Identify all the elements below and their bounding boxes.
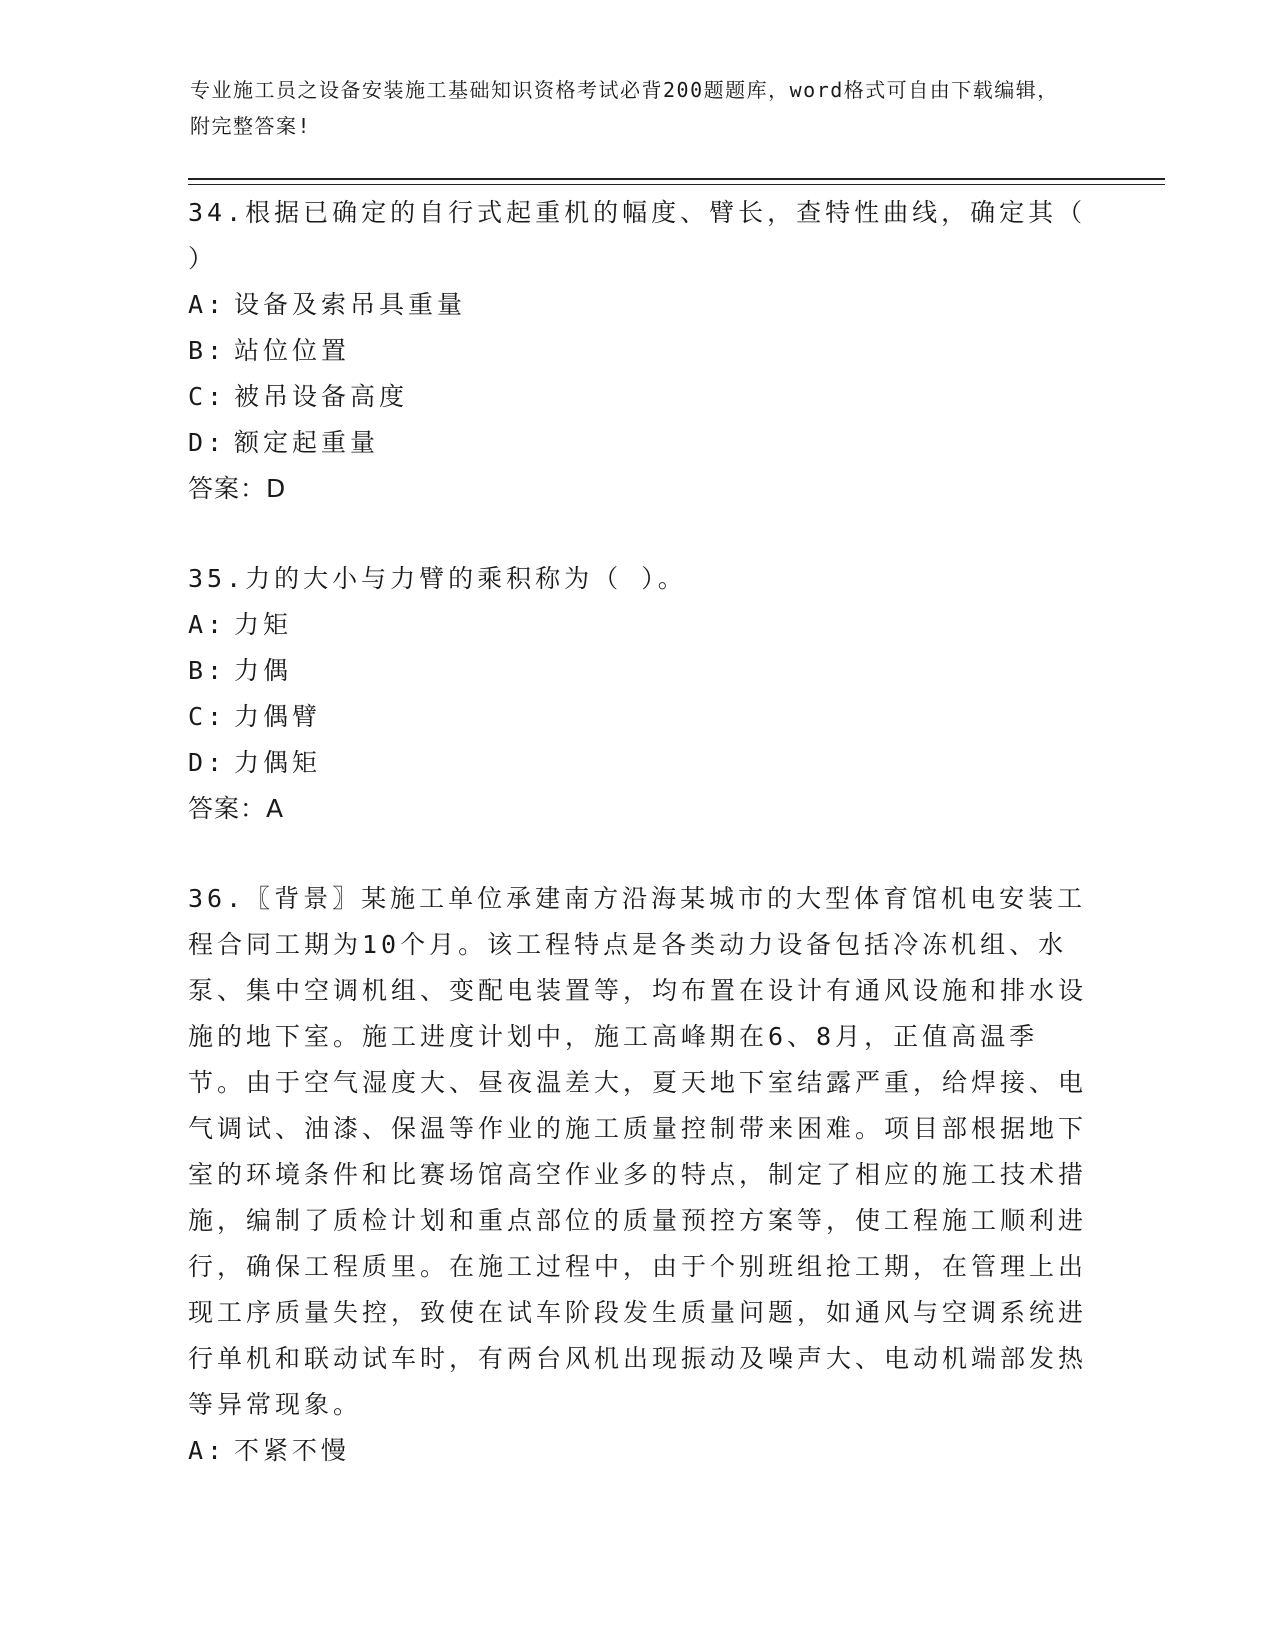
option-text: 被吊设备高度 xyxy=(234,382,409,411)
question-35 xyxy=(188,556,1088,832)
option-text: 额定起重量 xyxy=(234,428,380,457)
option-a xyxy=(188,282,1088,328)
option-text: 力矩 xyxy=(234,610,293,639)
option-letter: C: xyxy=(188,702,227,731)
header-divider-thick xyxy=(188,178,1165,180)
question-list xyxy=(188,190,1088,1474)
option-letter: C: xyxy=(188,382,227,411)
option-letter: B: xyxy=(188,336,227,365)
question-text: 36.〖背景〗某施工单位承建南方沿海某城市的大型体育馆机电安装工程合同工期为10个月。该工程特点是各类动力设备包括冷冻机组、水泵、集中空调机组、变配电装置等，均布置在设计有通风设施和排水设施的地下室。施工进度计划中，施工高峰期在6、8月，正值高温季节。由于空气湿度大、昼夜温差大，夏天地下室结露严重，给焊接、电气调试、油漆、保温等作业的施工质量控制带来困难。项目部根据地下室的环境条件和比赛场馆高空作业多的特点，制定了相应的施工技术措施，编制了质检计划和重点部位的质量预控方案等，使工程施工顺利进行，确保工程质里。在施工过程中，由于个别班组抢工期，在管理上出现工序质量失控，致使在试车阶段发生质量问题，如通风与空调系统进行单机和联动试车时，有两台风机出现振动及噪声大、电动机端部发热等异常现象。 xyxy=(188,884,1088,1419)
option-text: 设备及索吊具重量 xyxy=(234,290,467,319)
option-b xyxy=(188,648,1088,694)
option-letter: A: xyxy=(188,290,227,319)
option-letter: D: xyxy=(188,748,227,777)
question-36 xyxy=(188,876,1088,1474)
option-text: 不紧不慢 xyxy=(234,1436,351,1465)
option-d xyxy=(188,740,1088,786)
header-divider-thin xyxy=(188,184,1165,185)
option-text: 站位位置 xyxy=(234,336,351,365)
option-a xyxy=(188,1428,1088,1474)
option-letter: D: xyxy=(188,428,227,457)
option-c xyxy=(188,374,1088,420)
option-b xyxy=(188,328,1088,374)
option-text: 力偶臂 xyxy=(234,702,322,731)
option-letter: A: xyxy=(188,610,227,639)
option-letter: B: xyxy=(188,656,227,685)
question-34 xyxy=(188,190,1088,512)
question-text: 35.力的大小与力臂的乘积称为（ ）。 xyxy=(188,564,687,593)
answer-line: 答案：D xyxy=(188,474,287,503)
option-text: 力偶 xyxy=(234,656,293,685)
document-header: 专业施工员之设备安装施工基础知识资格考试必背200题题库，word格式可自由下载编辑，附完整答案! xyxy=(190,78,1059,138)
answer-line: 答案：A xyxy=(188,794,285,823)
option-letter: A: xyxy=(188,1436,227,1465)
question-text: 34.根据已确定的自行式起重机的幅度、臂长，查特性曲线，确定其（ ） xyxy=(188,198,1087,273)
option-c xyxy=(188,694,1088,740)
option-d xyxy=(188,420,1088,466)
option-text: 力偶矩 xyxy=(234,748,322,777)
option-a xyxy=(188,602,1088,648)
